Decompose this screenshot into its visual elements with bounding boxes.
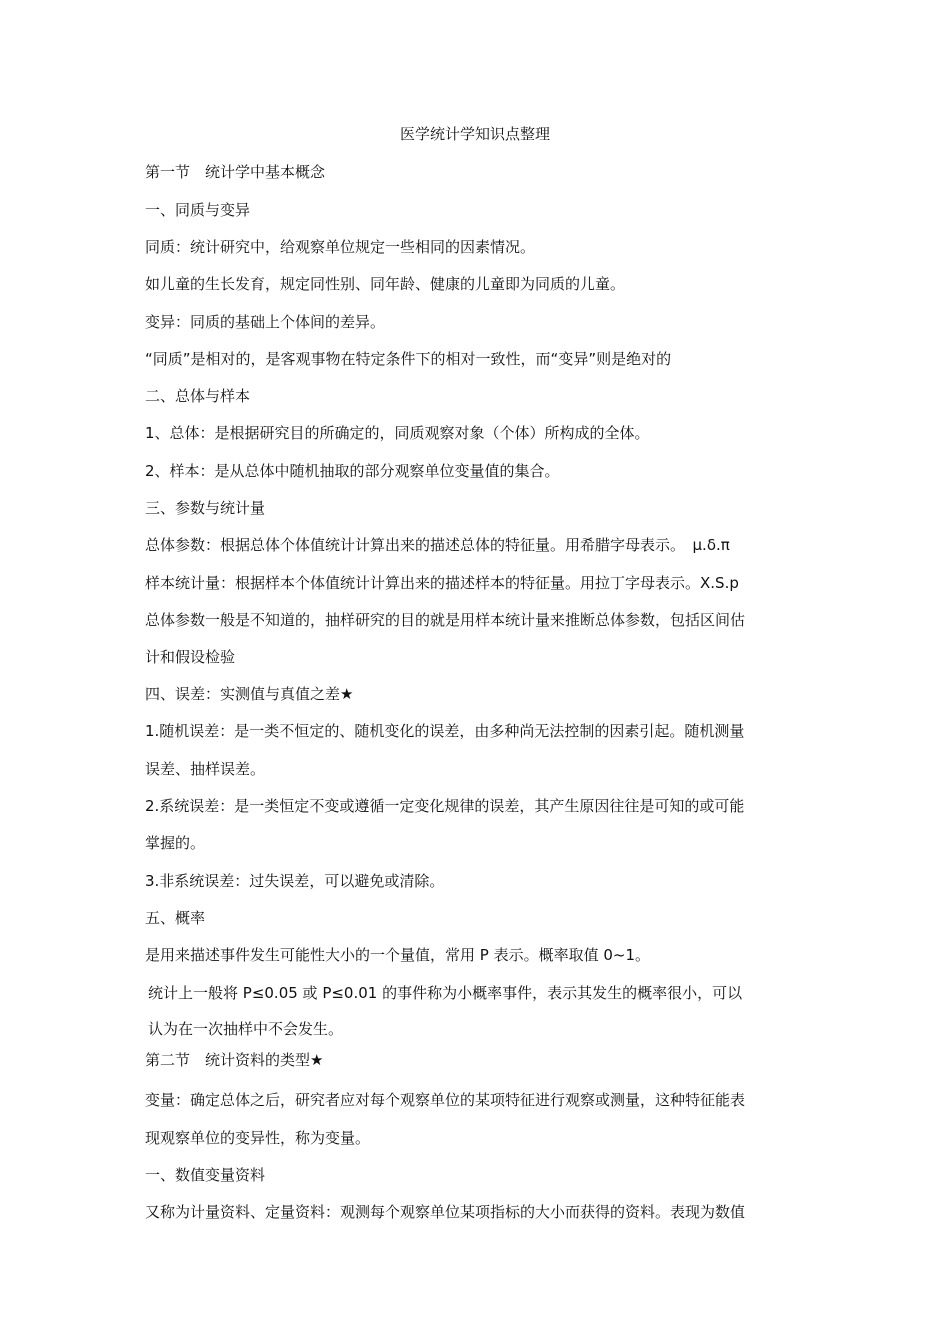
section-heading: 第一节 统计学中基本概念: [145, 163, 326, 181]
subsection-heading: 一、数值变量资料: [145, 1166, 266, 1184]
paragraph: 如儿童的生长发育，规定同性别、同年龄、健康的儿童即为同质的儿童。: [145, 275, 626, 293]
paragraph: 2、样本：是从总体中随机抽取的部分观察单位变量值的集合。: [145, 462, 560, 480]
paragraph: “同质”是相对的，是客观事物在特定条件下的相对一致性，而“变异”则是绝对的: [145, 350, 672, 368]
paragraph: 掌握的。: [145, 834, 206, 852]
paragraph: 3.非系统误差：过失误差，可以避免或清除。: [145, 872, 445, 890]
paragraph: 1.随机误差：是一类不恒定的、随机变化的误差，由多种尚无法控制的因素引起。随机测量: [145, 722, 745, 740]
paragraph: 认为在一次抽样中不会发生。: [148, 1020, 344, 1038]
subsection-heading: 四、误差：实测值与真值之差★: [145, 685, 354, 703]
subsection-heading: 三、参数与统计量: [145, 499, 266, 517]
paragraph: 现观察单位的变异性，称为变量。: [145, 1129, 371, 1147]
paragraph: 样本统计量：根据样本个体值统计计算出来的描述样本的特征量。用拉丁字母表示。X.S.p: [145, 574, 739, 592]
paragraph: 1、总体：是根据研究目的所确定的，同质观察对象（个体）所构成的全体。: [145, 424, 650, 442]
section-heading: 第二节 统计资料的类型★: [145, 1051, 324, 1069]
subsection-heading: 二、总体与样本: [145, 387, 251, 405]
paragraph: 变异：同质的基础上个体间的差异。: [145, 313, 386, 331]
paragraph: 变量：确定总体之后，研究者应对每个观察单位的某项特征进行观察或测量，这种特征能表: [145, 1091, 746, 1109]
subsection-heading: 五、概率: [145, 909, 206, 927]
document-title: 医学统计学知识点整理: [399, 125, 550, 143]
paragraph: 误差、抽样误差。: [145, 760, 266, 778]
paragraph: 同质：统计研究中，给观察单位规定一些相同的因素情况。: [145, 238, 536, 256]
paragraph: 统计上一般将 P≤0.05 或 P≤0.01 的事件称为小概率事件，表示其发生的概率很小，可以: [148, 984, 743, 1002]
paragraph: 总体参数一般是不知道的，抽样研究的目的就是用样本统计量来推断总体参数，包括区间估: [145, 611, 746, 629]
paragraph: 又称为计量资料、定量资料：观测每个观察单位某项指标的大小而获得的资料。表现为数值: [145, 1203, 746, 1221]
paragraph: 2.系统误差：是一类恒定不变或遵循一定变化规律的误差，其产生原因往往是可知的或可能: [145, 797, 745, 815]
paragraph: 计和假设检验: [145, 648, 236, 666]
paragraph: 总体参数：根据总体个体值统计计算出来的描述总体的特征量。用希腊字母表示。 μ.δ.π: [145, 536, 730, 554]
paragraph: 是用来描述事件发生可能性大小的一个量值，常用 P 表示。概率取值 0~1。: [145, 946, 651, 964]
subsection-heading: 一、同质与变异: [145, 201, 251, 219]
